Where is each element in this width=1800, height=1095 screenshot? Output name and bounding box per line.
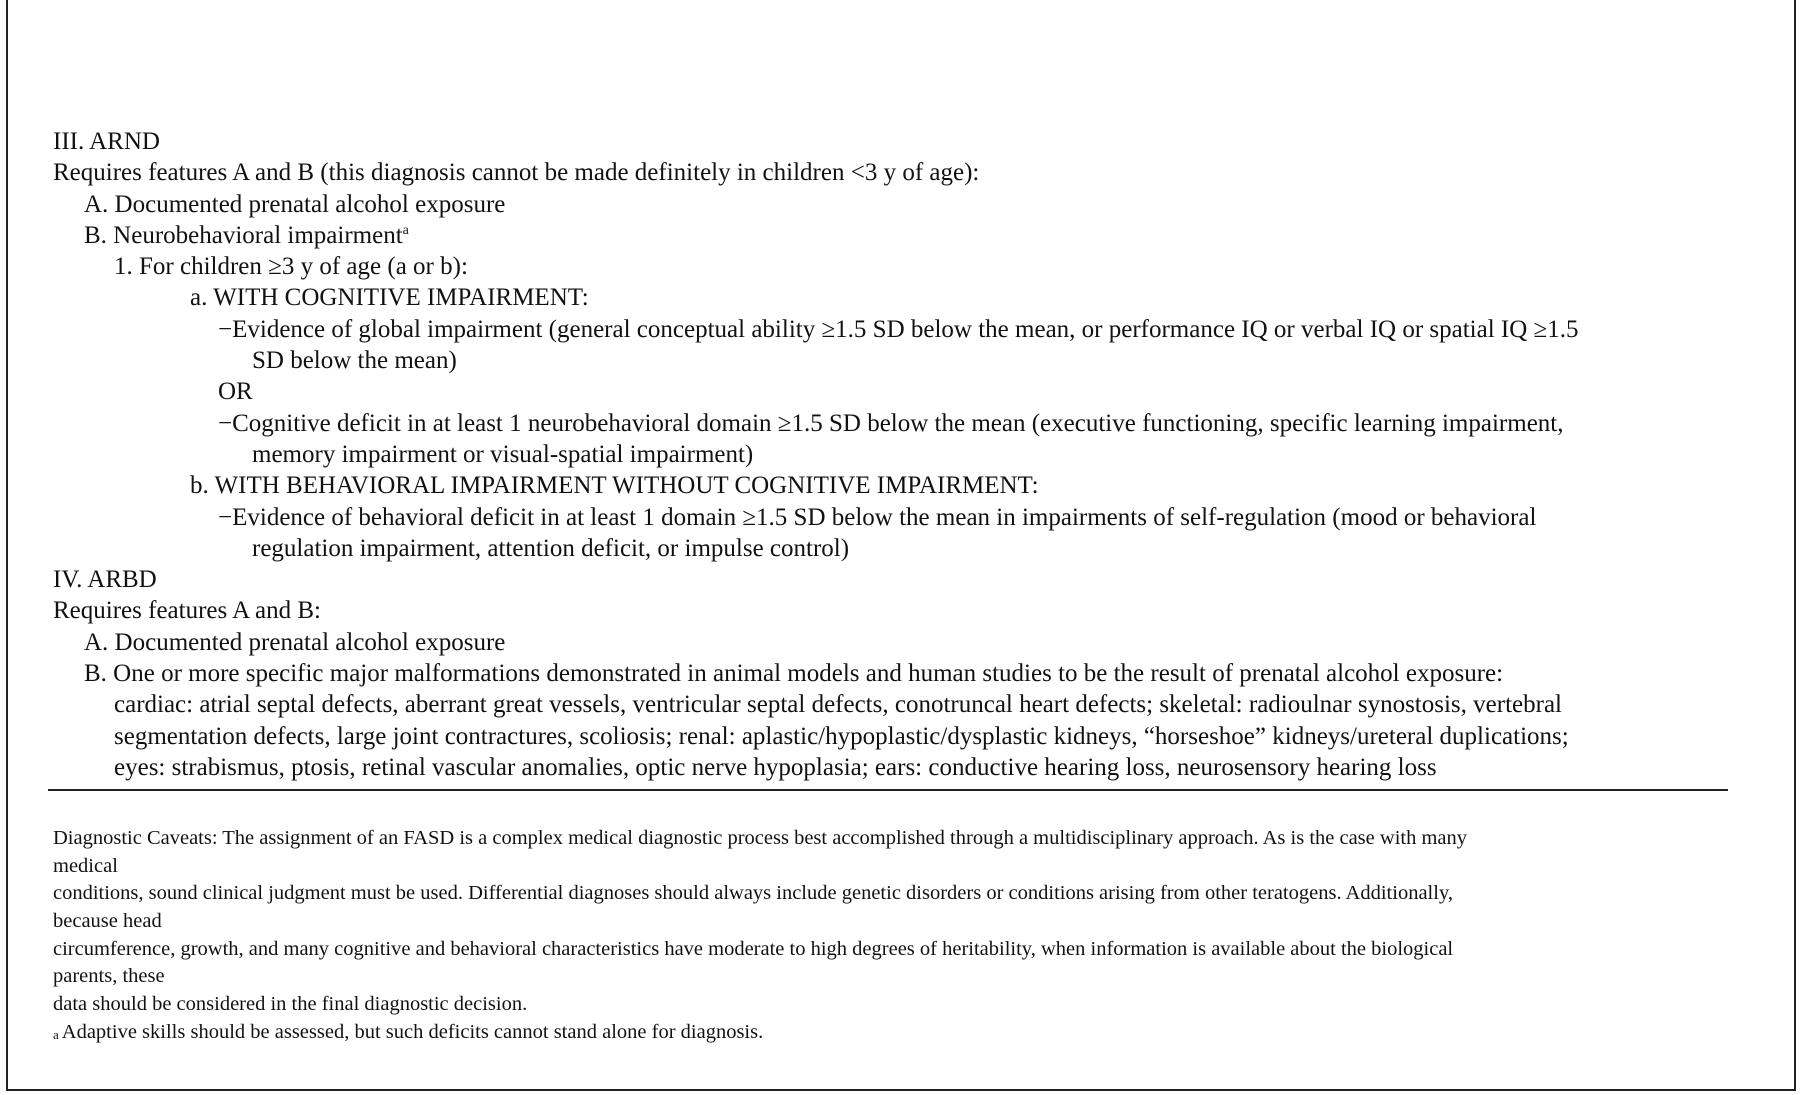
arnd-evidence-2: −Cognitive deficit in at least 1 neurobehavioral domain ≥1.5 SD below the mean (executive functioning, specific learning impairment,: [218, 409, 1564, 437]
arnd-sub-a: a. WITH COGNITIVE IMPAIRMENT:: [190, 284, 589, 312]
caveat-line: parents, these: [53, 965, 165, 988]
arnd-evidence-3-cont: regulation impairment, attention deficit, or impulse control): [252, 534, 850, 562]
caveat-line: circumference, growth, and many cognitive and behavioral characteristics have moderate to high degrees of heritability, when information is available about the biological: [53, 937, 1454, 960]
arnd-item-b-text: B. Neurobehavioral impairment: [84, 221, 403, 249]
arnd-evidence-2-cont: memory impairment or visual-spatial impairment): [252, 440, 754, 468]
section-heading-arbd: IV. ARBD: [53, 566, 157, 594]
caveat-line: because head: [53, 910, 162, 933]
arnd-evidence-1: −Evidence of global impairment (general conceptual ability ≥1.5 SD below the mean, or performance IQ or verbal IQ or spatial IQ ≥1.5: [218, 315, 1579, 343]
arnd-requires: Requires features A and B (this diagnosis cannot be made definitely in children <3 y of age):: [53, 159, 980, 187]
arbd-item-b: B. One or more specific major malformations demonstrated in animal models and human studies to be the result of prenatal alcohol exposure:: [84, 660, 1504, 688]
caveat-line: medical: [53, 854, 118, 877]
arbd-item-b-cont-2: segmentation defects, large joint contractures, scoliosis; renal: aplastic/hypoplastic/dysplastic kidneys, “horseshoe” kidneys/ureteral duplications;: [114, 722, 1569, 750]
footnote-mark: a: [53, 1026, 59, 1042]
arnd-sub-b: b. WITH BEHAVIORAL IMPAIRMENT WITHOUT COGNITIVE IMPAIRMENT:: [190, 472, 1039, 500]
footnote-text: Adaptive skills should be assessed, but such deficits cannot stand alone for diagnosis.: [61, 1020, 764, 1043]
arbd-item-b-cont-3: eyes: strabismus, ptosis, retinal vascular anomalies, optic nerve hypoplasia; ears: conductive hearing loss, neurosensory hearing loss: [114, 753, 1437, 781]
caveat-line: conditions, sound clinical judgment must be used. Differential diagnoses should always include genetic disorders or conditions arising from other teratogens. Additionally,: [53, 882, 1453, 905]
diagnostic-caveats: [53, 825, 1753, 1047]
arnd-evidence-1-cont: SD below the mean): [252, 347, 457, 375]
arnd-item-b: [0, 220, 1800, 251]
criteria-body: [0, 126, 1800, 783]
arbd-item-b-cont-1: cardiac: atrial septal defects, aberrant great vessels, ventricular septal defects, conotruncal heart defects; skeletal: radioulnar synostosis, vertebral: [114, 691, 1562, 719]
caveat-line: Diagnostic Caveats: The assignment of an FASD is a complex medical diagnostic process best accomplished through a multidisciplinary approach. As is the case with many: [53, 827, 1467, 849]
arbd-requires: Requires features A and B:: [53, 597, 321, 625]
footnote-superscript: a: [402, 222, 409, 238]
section-heading-arnd: III. ARND: [53, 128, 160, 155]
arnd-evidence-3: −Evidence of behavioral deficit in at least 1 domain ≥1.5 SD below the mean in impairments of self-regulation (mood or behavioral: [218, 503, 1537, 531]
table-bottom-rule: [48, 789, 1728, 791]
arnd-sub-1: 1. For children ≥3 y of age (a or b):: [114, 253, 468, 281]
arbd-item-a: A. Documented prenatal alcohol exposure: [84, 628, 506, 656]
footnote: [53, 1019, 1753, 1047]
caveat-line: data should be considered in the final diagnostic decision.: [53, 993, 528, 1016]
table-border-bottom: [6, 1089, 1796, 1091]
arnd-item-a: A. Documented prenatal alcohol exposure: [84, 190, 506, 218]
arnd-or: OR: [218, 378, 253, 406]
